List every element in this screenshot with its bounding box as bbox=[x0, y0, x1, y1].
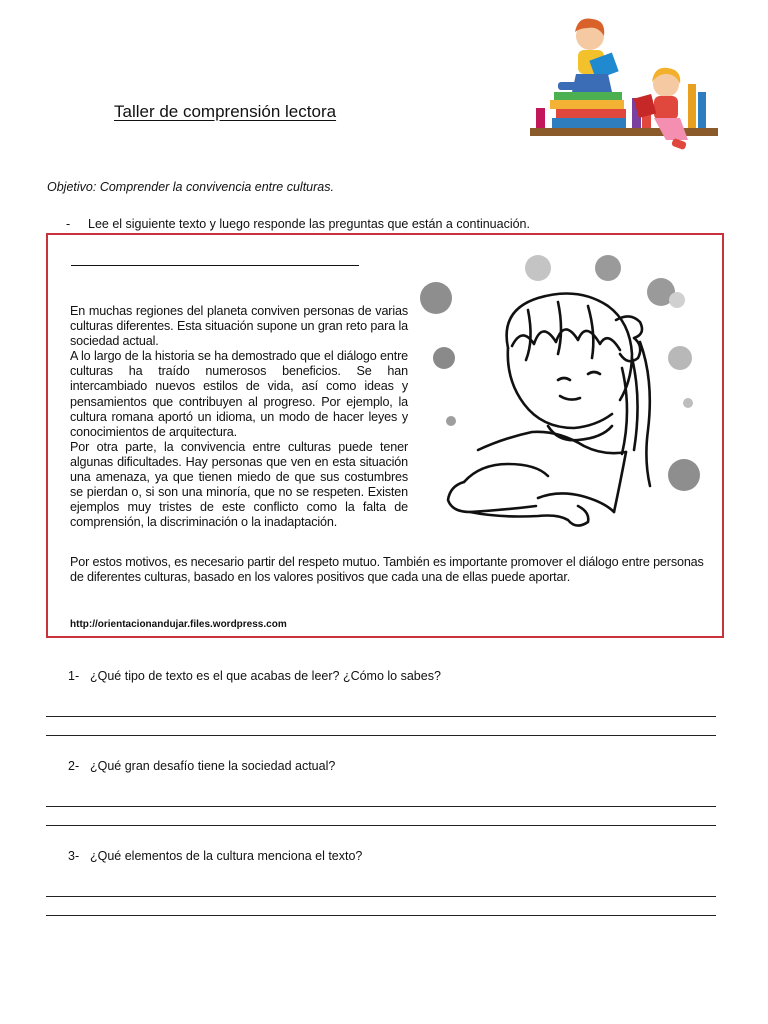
instruction bbox=[66, 217, 530, 231]
objective-label: Objetivo: bbox=[47, 180, 97, 194]
passage-paragraph-1: En muchas regiones del planeta conviven personas de varias culturas diferentes. Esta situación supone un gran reto para la sociedad actual. bbox=[70, 304, 408, 349]
page-title: Taller de comprensión lectora bbox=[114, 102, 337, 121]
question-text: ¿Qué gran desafío tiene la sociedad actual? bbox=[90, 759, 336, 773]
question-2 bbox=[68, 759, 335, 773]
thinking-girl-illustration bbox=[408, 250, 718, 550]
objective-text: Comprender la convivencia entre culturas. bbox=[99, 180, 334, 194]
question-number: 3- bbox=[68, 849, 80, 863]
answer-line[interactable] bbox=[46, 716, 716, 717]
instruction-text: Lee el siguiente texto y luego responde las preguntas que están a continuación. bbox=[88, 217, 530, 231]
answer-line[interactable] bbox=[46, 825, 716, 826]
question-number: 1- bbox=[68, 669, 80, 683]
instruction-bullet: - bbox=[66, 217, 71, 231]
objective bbox=[47, 180, 334, 194]
passage-column bbox=[70, 304, 408, 530]
question-1 bbox=[68, 669, 441, 683]
passage-paragraph-3: Por otra parte, la convivencia entre culturas puede tener algunas dificultades. Hay personas que ven en esta situación una amenaza, ya que tienen miedo de que sus costumbres se pierdan o, si son una minoría, que no se respeten. Existen ejemplos muy tristes de este conflicto como la falta de comprensión, la discriminación o la inadaptación. bbox=[70, 439, 408, 530]
answer-line[interactable] bbox=[46, 806, 716, 807]
question-text: ¿Qué tipo de texto es el que acabas de leer? ¿Cómo lo sabes? bbox=[90, 669, 441, 683]
answer-line[interactable] bbox=[46, 896, 716, 897]
question-3 bbox=[68, 849, 362, 863]
passage-paragraph-4: Por estos motivos, es necesario partir del respeto mutuo. También es importante promover el diálogo entre personas de diferentes culturas, basado en los valores positivos que cada una de ellas puede aportar. bbox=[70, 555, 704, 585]
kids-reading-illustration bbox=[528, 14, 720, 160]
answer-line[interactable] bbox=[46, 915, 716, 916]
answer-line[interactable] bbox=[46, 735, 716, 736]
question-text: ¿Qué elementos de la cultura menciona el texto? bbox=[90, 849, 363, 863]
passage-paragraph-2: A lo largo de la historia se ha demostrado que el diálogo entre culturas ha traído numerosos beneficios. Se han intercambiado nuevos estilos de vida, así como ideas y pensamientos que contribuyen al progreso. Por ejemplo, la cultura romana aportó un idioma, un modo de hacer leyes y conocimientos de arquitectura. bbox=[70, 349, 408, 439]
question-number: 2- bbox=[68, 759, 80, 773]
title-blank-line bbox=[71, 265, 359, 266]
source-url[interactable]: http://orientacionandujar.files.wordpress.com bbox=[70, 619, 287, 630]
